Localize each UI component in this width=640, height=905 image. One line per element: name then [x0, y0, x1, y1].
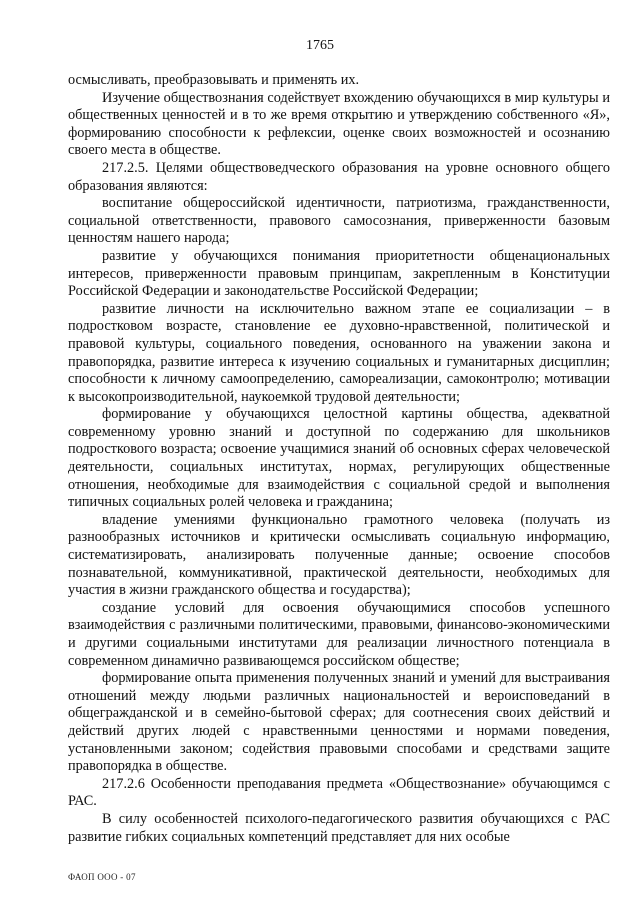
- document-body: [68, 72, 610, 846]
- paragraph-5: развитие у обучающихся понимания приоритетности общенациональных интересов, приверженности правовым принципам, закрепленным в Конституции Российской Федерации и законодательстве Российской Федерации;: [68, 247, 610, 300]
- paragraph-11: 217.2.6 Особенности преподавания предмета «Обществознание» обучающимся с РАС.: [68, 775, 610, 810]
- paragraph-7: формирование у обучающихся целостной картины общества, адекватной современному уровню знаний и доступной по содержанию для школьников подросткового возраста; освоение учащимися знаний об основных сферах человеческой деятельности, социальных институтах, нормах, регулирующих общественные отношения, необходимые для взаимодействия с социальной средой и выполнения типичных социальных ролей человека и гражданина;: [68, 406, 610, 511]
- paragraph-10: формирование опыта применения полученных знаний и умений для выстраивания отношений между людьми различных национальностей и вероисповеданий в общегражданской и в семейно-бытовой сферах; для соотнесения своих действий и действий других людей с нравственными ценностями и нормами поведения, установленными законом; содействия правовыми способами и средствами защите правопорядка в обществе.: [68, 670, 610, 775]
- footer-label: ФАОП ООО - 07: [68, 872, 136, 882]
- paragraph-2: Изучение обществознания содействует вхождению обучающихся в мир культуры и общественных ценностей и в то же время открытию и утверждению собственного «Я», формированию способности к рефлексии, оценке своих возможностей и осознанию своего места в обществе.: [68, 89, 610, 159]
- paragraph-4: воспитание общероссийской идентичности, патриотизма, гражданственности, социальной ответственности, правового самосознания, приверженности базовым ценностям нашего народа;: [68, 195, 610, 247]
- paragraph-3: 217.2.5. Целями обществоведческого образования на уровне основного общего образования являются:: [68, 159, 610, 194]
- paragraph-12: В силу особенностей психолого-педагогического развития обучающихся с РАС развитие гибких социальных компетенций представляет для них особые: [68, 810, 610, 845]
- page-number: 1765: [306, 38, 334, 53]
- paragraph-9: создание условий для освоения обучающимися способов успешного взаимодействия с различными политическими, правовыми, финансово-экономическими и другими социальными институтами для реализации личностного потенциала в современном динамично развивающемся российском обществе;: [68, 599, 610, 669]
- paragraph-1: осмысливать, преобразовывать и применять их.: [68, 72, 360, 88]
- paragraph-8: владение умениями функционально грамотного человека (получать из разнообразных источников и критически осмысливать социальную информацию, систематизировать, анализировать полученные данные; освоение способов познавательной, коммуникативной, практической деятельности, необходимых для участия в жизни гражданского общества и государства);: [68, 511, 610, 599]
- paragraph-6: развитие личности на исключительно важном этапе ее социализации – в подростковом возрасте, становление ее духовно-нравственной, политической и правовой культуры, социального поведения, основанного на уважении закона и правопорядка, развитие интереса к изучению социальных и гуманитарных дисциплин; способности к личному самоопределению, самореализации, самоконтролю; мотивации к высокопроизводительной, наукоемкой трудовой деятельности;: [68, 300, 610, 405]
